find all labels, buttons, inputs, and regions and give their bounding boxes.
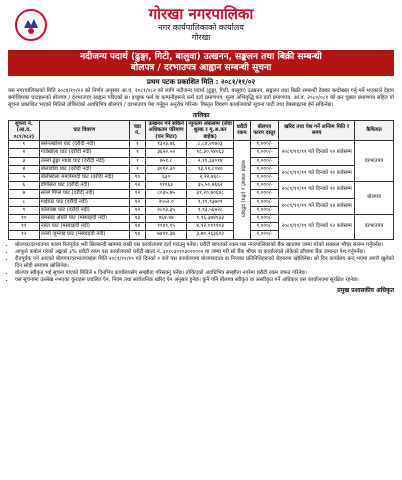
col-header: वडा नं. — [129, 120, 145, 141]
table-cell: २ — [9, 149, 40, 157]
remark-cell: बोलपत्र — [355, 182, 394, 215]
table-row — [9, 198, 394, 206]
table-cell: ३५,५०,७६६२ — [187, 182, 234, 190]
table-cell: ३ — [9, 157, 40, 165]
table-row — [9, 141, 394, 149]
table-cell: १,०००/- — [250, 149, 279, 157]
conditions-list — [8, 242, 394, 285]
table-cell: २,११,३३०१४ — [187, 157, 234, 165]
table-cell: १,०००/- — [250, 198, 279, 206]
table-cell: ४,९२,०११९०३ — [187, 223, 234, 231]
deadline-cell: २०८१/११/१९ गते दिनको १२ बजेसम्म — [279, 214, 355, 239]
banner-line-2: बोलपत्र / दरभाउपत्र आह्वान सम्बन्धी सूचना — [130, 63, 272, 73]
list-item: • बोलपत्र स्वीकृत भई सूचना पाएको मितिले ७ दिनभित्र कार्यालयसँग सम्झौता गरिसक्नु पर्नेछ। तोकिएको अवधिभित्र सम्झौता नगरेमा धरौटी रकम जफत गरिनेछ। — [15, 270, 394, 277]
col-header: न्यूनतम अंकसम्म (लेवा शुल्क र मू.अ.कर बाहेक) — [188, 120, 232, 140]
office-place: गोरखा — [191, 33, 211, 42]
table-cell: ११ — [9, 223, 40, 231]
table-cell: ७५१.८ — [146, 157, 187, 165]
table-cell: १० — [9, 214, 40, 222]
table-cell: बसेनत्खोला घाट (दरौदी नदी) — [39, 141, 129, 149]
table-cell: सल्ले पिप्ले घाट (दरौदी नदी) — [39, 190, 129, 198]
table-cell: १,०००/- — [250, 173, 279, 181]
table-cell: १ — [129, 149, 145, 157]
signature-title: प्रमुख प्रशासकीय अधिकृत — [337, 287, 394, 295]
list-item: • यस सूचनामा उल्लेख नभएका कुराहरू प्रचलित ऐन, नियम तथा सार्वजनिक खरिद ऐन अनुसार हुनेछ। कुनै पनि बोलपत्र स्वीकृत वा अस्वीकृत गर्ने अधिकार यस कार्यालयमा सुरक्षित रहनेछ। — [15, 277, 394, 284]
office-name: नगर कार्यपालिकाको कार्यालय — [158, 23, 244, 32]
table-cell: १३०३.७६ — [146, 141, 187, 149]
table-cell: ४६४.४४ — [146, 214, 187, 222]
col-header: घाट विवरण — [39, 120, 129, 141]
table-cell: १,०००/- — [250, 231, 279, 239]
table-cell: ९,११,९३७०९ — [187, 198, 234, 206]
table-cell: १२ — [129, 190, 145, 198]
table-row — [9, 214, 394, 222]
page-title: गोरखा नगरपालिका — [148, 5, 254, 23]
deadline-cell: २०८१/११/१९ गते दिनको १२ बजेसम्म — [279, 182, 355, 198]
table-cell: कोलाखा घाट (दरौदी नदी) — [39, 206, 129, 214]
table-cell: १,०००/- — [250, 190, 279, 198]
table-cell: ७ — [9, 190, 40, 198]
table-cell: ११४९.१५ — [146, 223, 187, 231]
table-header-row — [9, 120, 394, 141]
table-cell: ९,९३,५६७२८ — [187, 206, 234, 214]
table-cell: १२ — [129, 206, 145, 214]
intro-paragraph: यस नगरपालिकाको मिति २०८१/१०/२२ को निर्णय अनुसार आ.व. २०८१/०८२ को लागि नदीजन्य पदार्थ (ढुङ्गा, गिटी, बालुवा) उत्खनन, सङ्कलन तथा बिक्री सम्बन्धी ठेक्का बन्दोबस्त गर्नु पर्ने भएकाले देहाय बमोजिमका घाटहरूको बोलपत्र / दरभाउपत्र आह्वान गरिएको छ। इच्छुक फर्म वा कम्पनीहरूले फर्म दर्ता प्रमाणपत्र, मूल्य अभिवृद्धि कर दर्ता प्रमाणपत्र, आ.व. २०८०/०८१ को कर चुक्ता प्रमाणपत्र सहित यो सूचना प्रकाशित भएको मितिले तोकिएको अवधिभित्र बोलपत्र / दरभाउपत्र पेश गर्नुहुन अनुरोध गरिन्छ। विस्तृत विवरण कार्यालयको सूचना पाटी तथा वेबसाइटमा हेर्न सकिनेछ। — [8, 88, 394, 109]
table-cell: ७४९१.३७ — [146, 231, 187, 239]
col-header: बोलपत्र फारम दस्तुर — [250, 120, 279, 141]
table-cell: १२ — [129, 198, 145, 206]
table-cell: १,०००/- — [250, 206, 279, 214]
table-row — [9, 165, 394, 173]
table-cell: ९३,११,८०४० — [187, 165, 234, 173]
table-cell: तल्लो जुम्लाइ घाट (मस्याङ्दी नदी) — [39, 231, 129, 239]
table-cell: १२ — [9, 231, 40, 239]
col-header: धरौटी रकम — [234, 120, 250, 141]
ghat-table — [8, 120, 394, 240]
deadline-cell: २०८१/११/१९ गते दिनको १२ बजेसम्म — [279, 165, 355, 181]
deadline-cell: २०८१/११/१९ गते दिनको १२ बजेसम्म — [279, 141, 355, 166]
list-item: • रीतपूर्वक पर्न आएको बोलपत्र/दरभाउपत्रहरू मिति २०८१/११/१९ गते दिनको २ बजे यस कार्यालयमा बोलपत्रदाता वा निजका प्रतिनिधिहरूको रोहबरमा खोलिनेछ। सो दिन कार्यालय बन्द भएमा लगत्तै खुलेको दिन सोही समयमा खोलिनेछ। — [15, 256, 394, 270]
table-cell: ५ — [9, 173, 40, 181]
table-cell: १३ — [129, 214, 145, 222]
table-cell: ८०३५.७५ — [146, 190, 187, 198]
table-cell: ३६२२.५२ — [146, 149, 187, 157]
notice-banner — [8, 50, 394, 76]
deadline-cell: २०८१/११/१९ गते दिनको १२ बजेसम्म — [279, 198, 355, 214]
table-cell: डाँगीसेरा घाट (दरौदी नदी) — [39, 182, 129, 190]
table-cell: २५५२.० — [146, 198, 187, 206]
table-cell: १,०००/- — [250, 157, 279, 165]
table-cell: १,०००/- — [250, 214, 279, 222]
table-cell: ३१,२०,७०६४८ — [187, 190, 234, 198]
table-body — [9, 141, 394, 239]
table-cell: बोलीसोला ममात्रेमादी घाट (दरौदी नदी) — [39, 173, 129, 181]
nepal-emblem-icon — [14, 8, 48, 42]
table-cell: तल्लो ढुङ्गा ग्वाडा घाट (दरौदी नदी) — [39, 157, 129, 165]
table-cell: नारेत घाट (मस्याङ्दी नदी) — [39, 223, 129, 231]
table-cell: ९ — [9, 206, 40, 214]
table-cell: १० — [129, 173, 145, 181]
col-header: सूचना नं. (आ.व. ०८१/०८२) — [9, 120, 40, 141]
table-cell: १८,३०,५४०६३ — [187, 149, 234, 157]
table-cell: ३,७०,२६३६९२ — [187, 231, 234, 239]
publish-date: प्रथम पटक प्रकाशित मिति : २०८१/११/०२ — [146, 78, 256, 86]
table-cell: गाईघाट घाट (दरौदी नदी) — [39, 198, 129, 206]
table-cell: ८,८४,२१७०३ — [187, 141, 234, 149]
table-cell: १ — [9, 141, 40, 149]
table-cell: १ — [129, 141, 145, 149]
table-cell: ९११६३ — [146, 182, 187, 190]
table-cell: १,०००/- — [250, 182, 279, 190]
table-cell: १,०००/- — [250, 141, 279, 149]
deposit-note — [234, 141, 250, 239]
table-cell: ६ — [9, 182, 40, 190]
banner-line-1: नदीजन्य पदार्थ (ढुङ्गा, गिटी, बालुवा) उत्खनन, सङ्कलन तथा बिक्री सम्बन्धी — [80, 52, 322, 62]
table-title: तालिका — [192, 111, 210, 119]
col-header: कैफियत — [355, 120, 394, 141]
table-cell: १ — [129, 165, 145, 173]
table-cell: ८ — [9, 198, 40, 206]
table-cell: १ — [129, 157, 145, 165]
table-cell: १४ — [129, 223, 145, 231]
col-header: उत्खनन गर्न सकिने अधिकतम परिमाण (घन मिटर) — [146, 120, 187, 141]
list-item: • बोलपत्र/दरभाउपत्र फारम रितपूर्वक भरी सिलबन्दी खाममा राखी यस कार्यालयमा दर्ता गराउनु पर्नेछ। धरौटी बापतको रकम यस नगरपालिकाको बैंक खातामा जम्मा गरेको सक्कल भौचर संलग्न गर्नुपर्नेछ। — [15, 242, 394, 249]
table-cell: बोलाडाँडा घाट (दरौदी नदी) — [39, 165, 129, 173]
table-cell: ३०१२.३० — [146, 165, 187, 173]
table-cell: २,२२,४६८- — [187, 173, 234, 181]
table-cell: १२ — [129, 182, 145, 190]
table-cell: १,०००/- — [250, 165, 279, 173]
deposit-note-text: कवोल अंकको ३ (तीन) प्रतिशत — [239, 159, 246, 217]
col-header: खरिद तथा पेश गर्ने अन्तिम मिति र समय — [279, 120, 355, 141]
table-cell: गाउँखोला घाट (दरौदी नदी) — [39, 149, 129, 157]
table-cell: ६३० — [146, 173, 187, 181]
header — [8, 6, 394, 48]
remark-cell: दरभाउपत्र — [355, 141, 394, 182]
table-cell: रामसाह अँधेरी घाट (मस्याङ्दी नदी) — [39, 214, 129, 222]
table-cell: २८०३.३५ — [146, 206, 187, 214]
table-cell: १,०००/- — [250, 223, 279, 231]
table-row — [9, 182, 394, 190]
remark-cell: दरभाउपत्र — [355, 214, 394, 239]
list-item: • आफूले कबोल गरेको अङ्कको ३% धरौटी रकम यस कार्यालयको धरौटी खाता नं. ३०१०३०१०३०००००० मा जम्मा गरी सो बैंक भौचर वा कार्यालयले तोकेको ढाँचामा बैंक जमानत पेश गर्नुपर्नेछ। — [15, 249, 394, 256]
table-cell: १४ — [129, 231, 145, 239]
table-cell: १,९६,३७४१३३ — [187, 214, 234, 222]
table-cell: ४ — [9, 165, 40, 173]
